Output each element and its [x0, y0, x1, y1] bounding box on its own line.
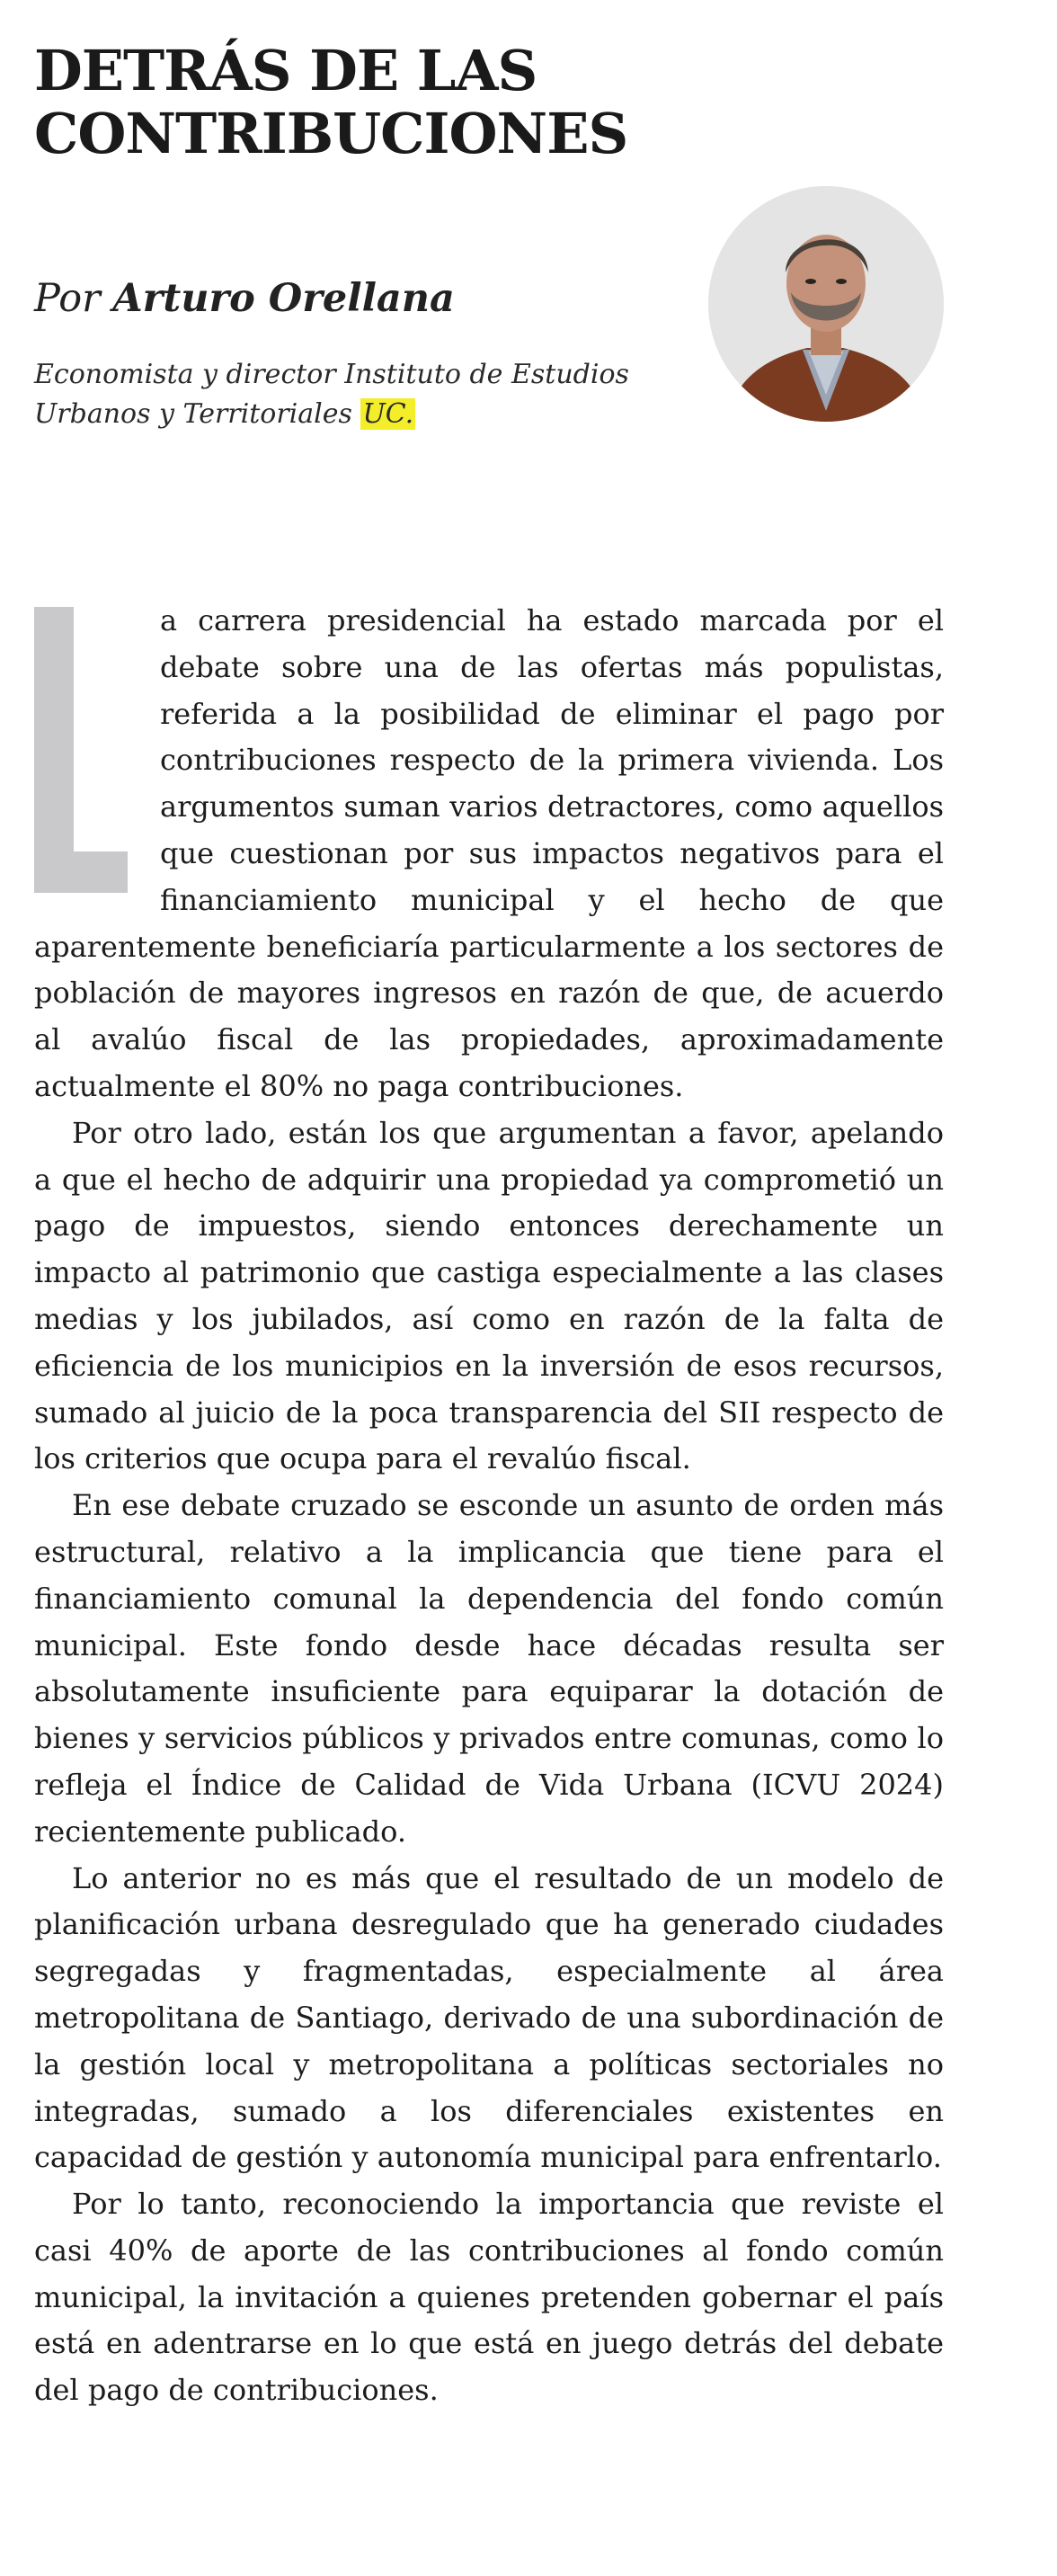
author-role-text: Economista y director Instituto de Estudios Urbanos y Territoriales: [34, 359, 629, 430]
dropcap-letter: [34, 607, 128, 893]
portrait-illustration: [708, 186, 944, 422]
author-role-highlight: UC.: [362, 398, 414, 430]
paragraph-1: a carrera presidencial ha estado marcada por el debate sobre una de las ofertas más populistas, referida a la posibilidad de eliminar el pago por contribuciones respecto de la primera vivienda. Los argumentos suman varios detractores, como aquellos que cuestionan por sus impactos negativos para el financiamiento municipal y el hecho de que aparentemente beneficiaría particularmente a los sectores de población de mayores ingresos en razón de que, de acuerdo al avalúo fiscal de las propiedades, aproximadamente actualmente el 80% no paga contribuciones.: [34, 603, 944, 1103]
paragraph-2: Por otro lado, están los que argumentan a favor, apelando a que el hecho de adquirir una propiedad ya comprometió un pago de impuestos, siendo entonces derechamente un impacto al patrimonio que castiga especialmente a las clases medias y los jubilados, así como en razón de la falta de eficiencia de los municipios en la inversión de esos recursos, sumado al juicio de la poca transparencia del SII respecto de los criterios que ocupa para el revalúo fiscal.: [34, 1115, 944, 1476]
headline-line-1: DETRÁS DE LAS: [34, 38, 537, 103]
byline: [34, 275, 455, 322]
byline-author: Arturo Orellana: [112, 276, 455, 321]
author-portrait-photo: [708, 186, 944, 422]
dropcap-l-icon: [34, 607, 128, 893]
article-body: [34, 598, 944, 2414]
byline-prefix: Por: [34, 276, 101, 321]
paragraph-4: Lo anterior no es más que el resultado de un modelo de planificación urbana desregulado que ha generado ciudades segregadas y fragmentadas, especialmente al área metropolitana de Santiago, derivado de una subordinación de la gestión local y metropolitana a políticas sectoriales no integradas, sumado a los diferenciales existentes en capacidad de gestión y autonomía municipal para enfrentarlo.: [34, 1860, 944, 2175]
paragraph-3: En ese debate cruzado se esconde un asunto de orden más estructural, relativo a la implicancia que tiene para el financiamiento comunal la dependencia del fondo común municipal. Este fondo desde hace décadas resulta ser absolutamente insuficiente para equiparar la dotación de bienes y servicios públicos y privados entre comunas, como lo refleja el Índice de Calidad de Vida Urbana (ICVU 2024) recientemente publicado.: [34, 1488, 944, 1849]
paragraph-5: Por lo tanto, reconociendo la importancia que reviste el casi 40% de aporte de las contribuciones al fondo común municipal, la invitación a quienes pretenden gobernar el país está en adentrarse en lo que está en juego detrás del debate del pago de contribuciones.: [34, 2187, 944, 2408]
headline-line-2: CONTRIBUCIONES: [34, 101, 628, 166]
author-role: [34, 355, 681, 434]
headline: [34, 40, 699, 165]
